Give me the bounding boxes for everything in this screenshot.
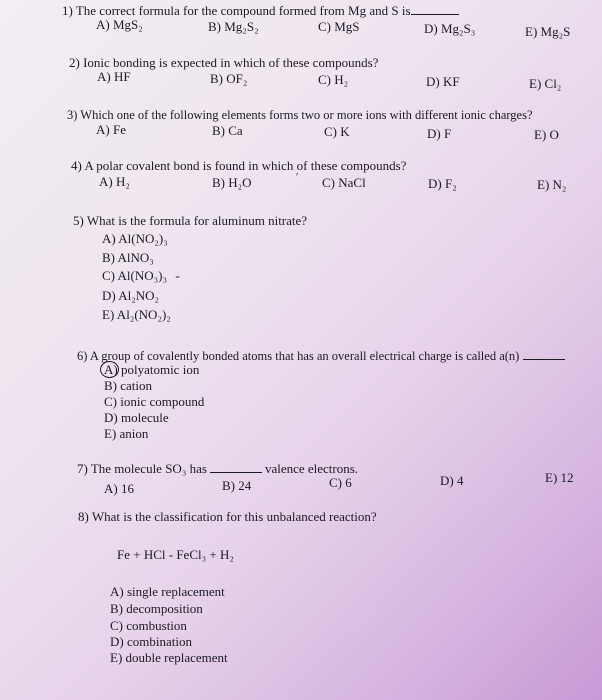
q8-option-c[interactable]: C) combustion xyxy=(110,618,187,633)
q6-option-d[interactable]: D) molecule xyxy=(104,410,169,425)
reaction-equation: Fe + HCl - FeCl₃ + H₂ xyxy=(117,547,234,562)
q7-option-b[interactable]: B) 24 xyxy=(222,478,252,493)
question-8-text: 8) What is the classification for this unbalanced reaction? xyxy=(78,509,377,524)
question-2-text: 2) Ionic bonding is expected in which of these compounds? xyxy=(69,55,379,70)
q8-option-b[interactable]: B) decomposition xyxy=(110,601,203,616)
question-7-text: 7) The molecule SO₃ has valence electrons. xyxy=(77,461,359,476)
question-1-text: 1) The correct formula for the compound formed from Mg and S is xyxy=(62,2,459,18)
answer-blank xyxy=(210,460,262,473)
q4-option-b[interactable]: B) H₂O xyxy=(212,175,252,190)
q4-option-d[interactable]: D) F₂ xyxy=(428,176,457,191)
q6-option-b[interactable]: B) cation xyxy=(104,378,153,393)
q8-option-a[interactable]: A) single replacement xyxy=(110,584,225,599)
q7-option-a[interactable]: A) 16 xyxy=(104,481,134,496)
q8-option-e[interactable]: E) double replacement xyxy=(110,650,228,665)
q5-option-a[interactable]: A) Al(NO₂)₃ xyxy=(102,231,168,246)
q2-option-d[interactable]: D) KF xyxy=(426,74,460,89)
q1-option-c[interactable]: C) MgS xyxy=(318,19,360,34)
stray-mark: ′ xyxy=(296,171,299,183)
q7-option-d[interactable]: D) 4 xyxy=(440,473,464,488)
q3-option-d[interactable]: D) F xyxy=(427,126,452,141)
q4-option-a[interactable]: A) H₂ xyxy=(99,174,130,189)
question-4-text: 4) A polar covalent bond is found in which of these compounds? xyxy=(71,158,407,173)
q8-option-d[interactable]: D) combination xyxy=(110,634,192,649)
answer-tick-mark: - xyxy=(175,268,180,283)
q6-option-c[interactable]: C) ionic compound xyxy=(104,394,205,409)
q2-option-a[interactable]: A) HF xyxy=(97,69,131,84)
q3-option-e[interactable]: E) O xyxy=(534,127,559,142)
q7-option-e[interactable]: E) 12 xyxy=(545,470,574,485)
q3-option-a[interactable]: A) Fe xyxy=(96,122,126,137)
q3-option-c[interactable]: C) K xyxy=(324,124,350,139)
q6-option-a[interactable]: A) polyatomic ion xyxy=(104,362,200,377)
q3-option-b[interactable]: B) Ca xyxy=(212,123,243,138)
q5-option-c[interactable]: C) Al(NO₃)₃ - xyxy=(102,268,180,283)
q1-option-e[interactable]: E) Mg₂S xyxy=(525,24,571,39)
q2-option-b[interactable]: B) OF₂ xyxy=(210,71,248,86)
q6-option-e[interactable]: E) anion xyxy=(104,426,149,441)
question-3-text: 3) Which one of the following elements forms two or more ions with different ionic charges? xyxy=(67,108,533,122)
q2-option-c[interactable]: C) H₂ xyxy=(318,72,349,87)
answer-blank xyxy=(411,2,459,15)
question-5-text: 5) What is the formula for aluminum nitrate? xyxy=(73,213,308,228)
q4-option-e[interactable]: E) N₂ xyxy=(537,177,567,192)
q5-option-e[interactable]: E) Al₂(NO₂)₂ xyxy=(102,307,171,322)
q7-option-c[interactable]: C) 6 xyxy=(329,475,352,490)
q1-option-d[interactable]: D) Mg₂S₃ xyxy=(424,21,476,36)
q1-option-b[interactable]: B) Mg₂S₂ xyxy=(208,19,259,34)
answer-blank xyxy=(523,347,565,360)
question-6-text: 6) A group of covalently bonded atoms that has an overall electrical charge is called a(n) xyxy=(77,347,565,364)
q4-option-c[interactable]: C) NaCl xyxy=(322,175,366,190)
q5-option-b[interactable]: B) AlNO₃ xyxy=(102,250,154,265)
q2-option-e[interactable]: E) Cl₂ xyxy=(529,76,562,91)
q5-option-d[interactable]: D) Al₂NO₂ xyxy=(102,288,160,303)
q1-option-a[interactable]: A) MgS₂ xyxy=(96,17,143,32)
